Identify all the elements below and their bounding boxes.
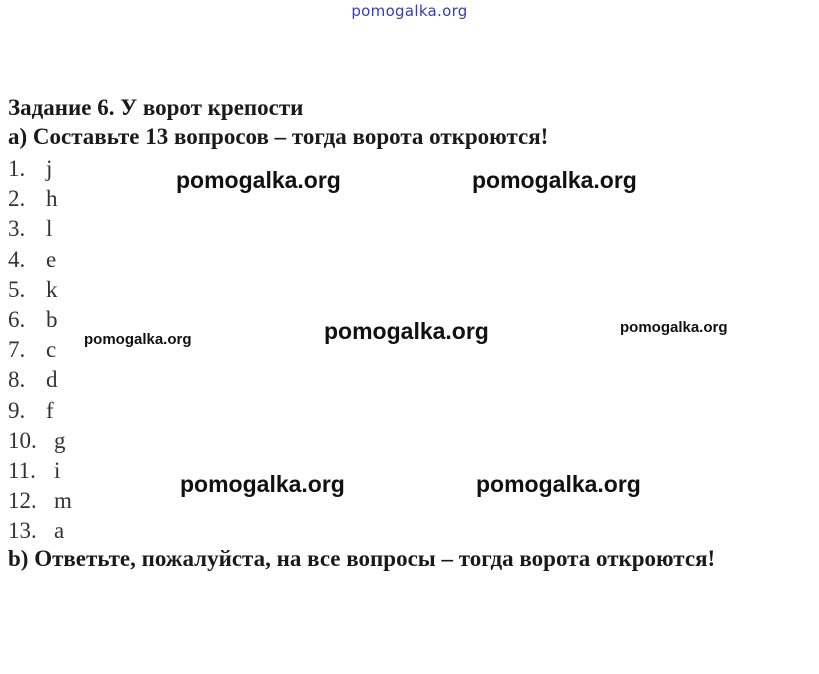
list-item: 1. j: [8, 156, 53, 181]
list-item: 8. d: [8, 367, 58, 393]
list-item: 3. l: [8, 216, 53, 242]
list-item: 5. k: [8, 276, 58, 302]
task-a-instruction: а) Составьте 13 вопросов – тогда ворота откроются!: [8, 124, 549, 149]
watermark: pomogalka.org: [176, 167, 341, 193]
watermark: pomogalka.org: [472, 167, 637, 193]
watermark: pomogalka.org: [324, 318, 489, 344]
answer-list: [8, 154, 72, 546]
list-item: 9. f: [8, 397, 54, 423]
list-item: 6. b: [8, 306, 58, 332]
list-item: 11. i: [8, 457, 61, 483]
watermark: pomogalka.org: [180, 471, 345, 497]
site-header-link[interactable]: pomogalka.org: [351, 2, 468, 20]
list-item: 2. h: [8, 186, 58, 212]
list-item: 13. a: [8, 518, 65, 544]
task-title: Задание 6. У ворот крепости: [8, 95, 304, 120]
list-item: 4. e: [8, 246, 57, 272]
watermark: pomogalka.org: [84, 331, 192, 348]
task-b-instruction: b) Ответьте, пожалуйста, на все вопросы – тогда ворота откроются!: [8, 546, 716, 571]
watermark: pomogalka.org: [620, 319, 728, 336]
list-item: 12. m: [8, 488, 72, 514]
list-item: 7. c: [8, 337, 57, 363]
list-item: 10. g: [8, 427, 66, 453]
watermark: pomogalka.org: [476, 471, 641, 497]
